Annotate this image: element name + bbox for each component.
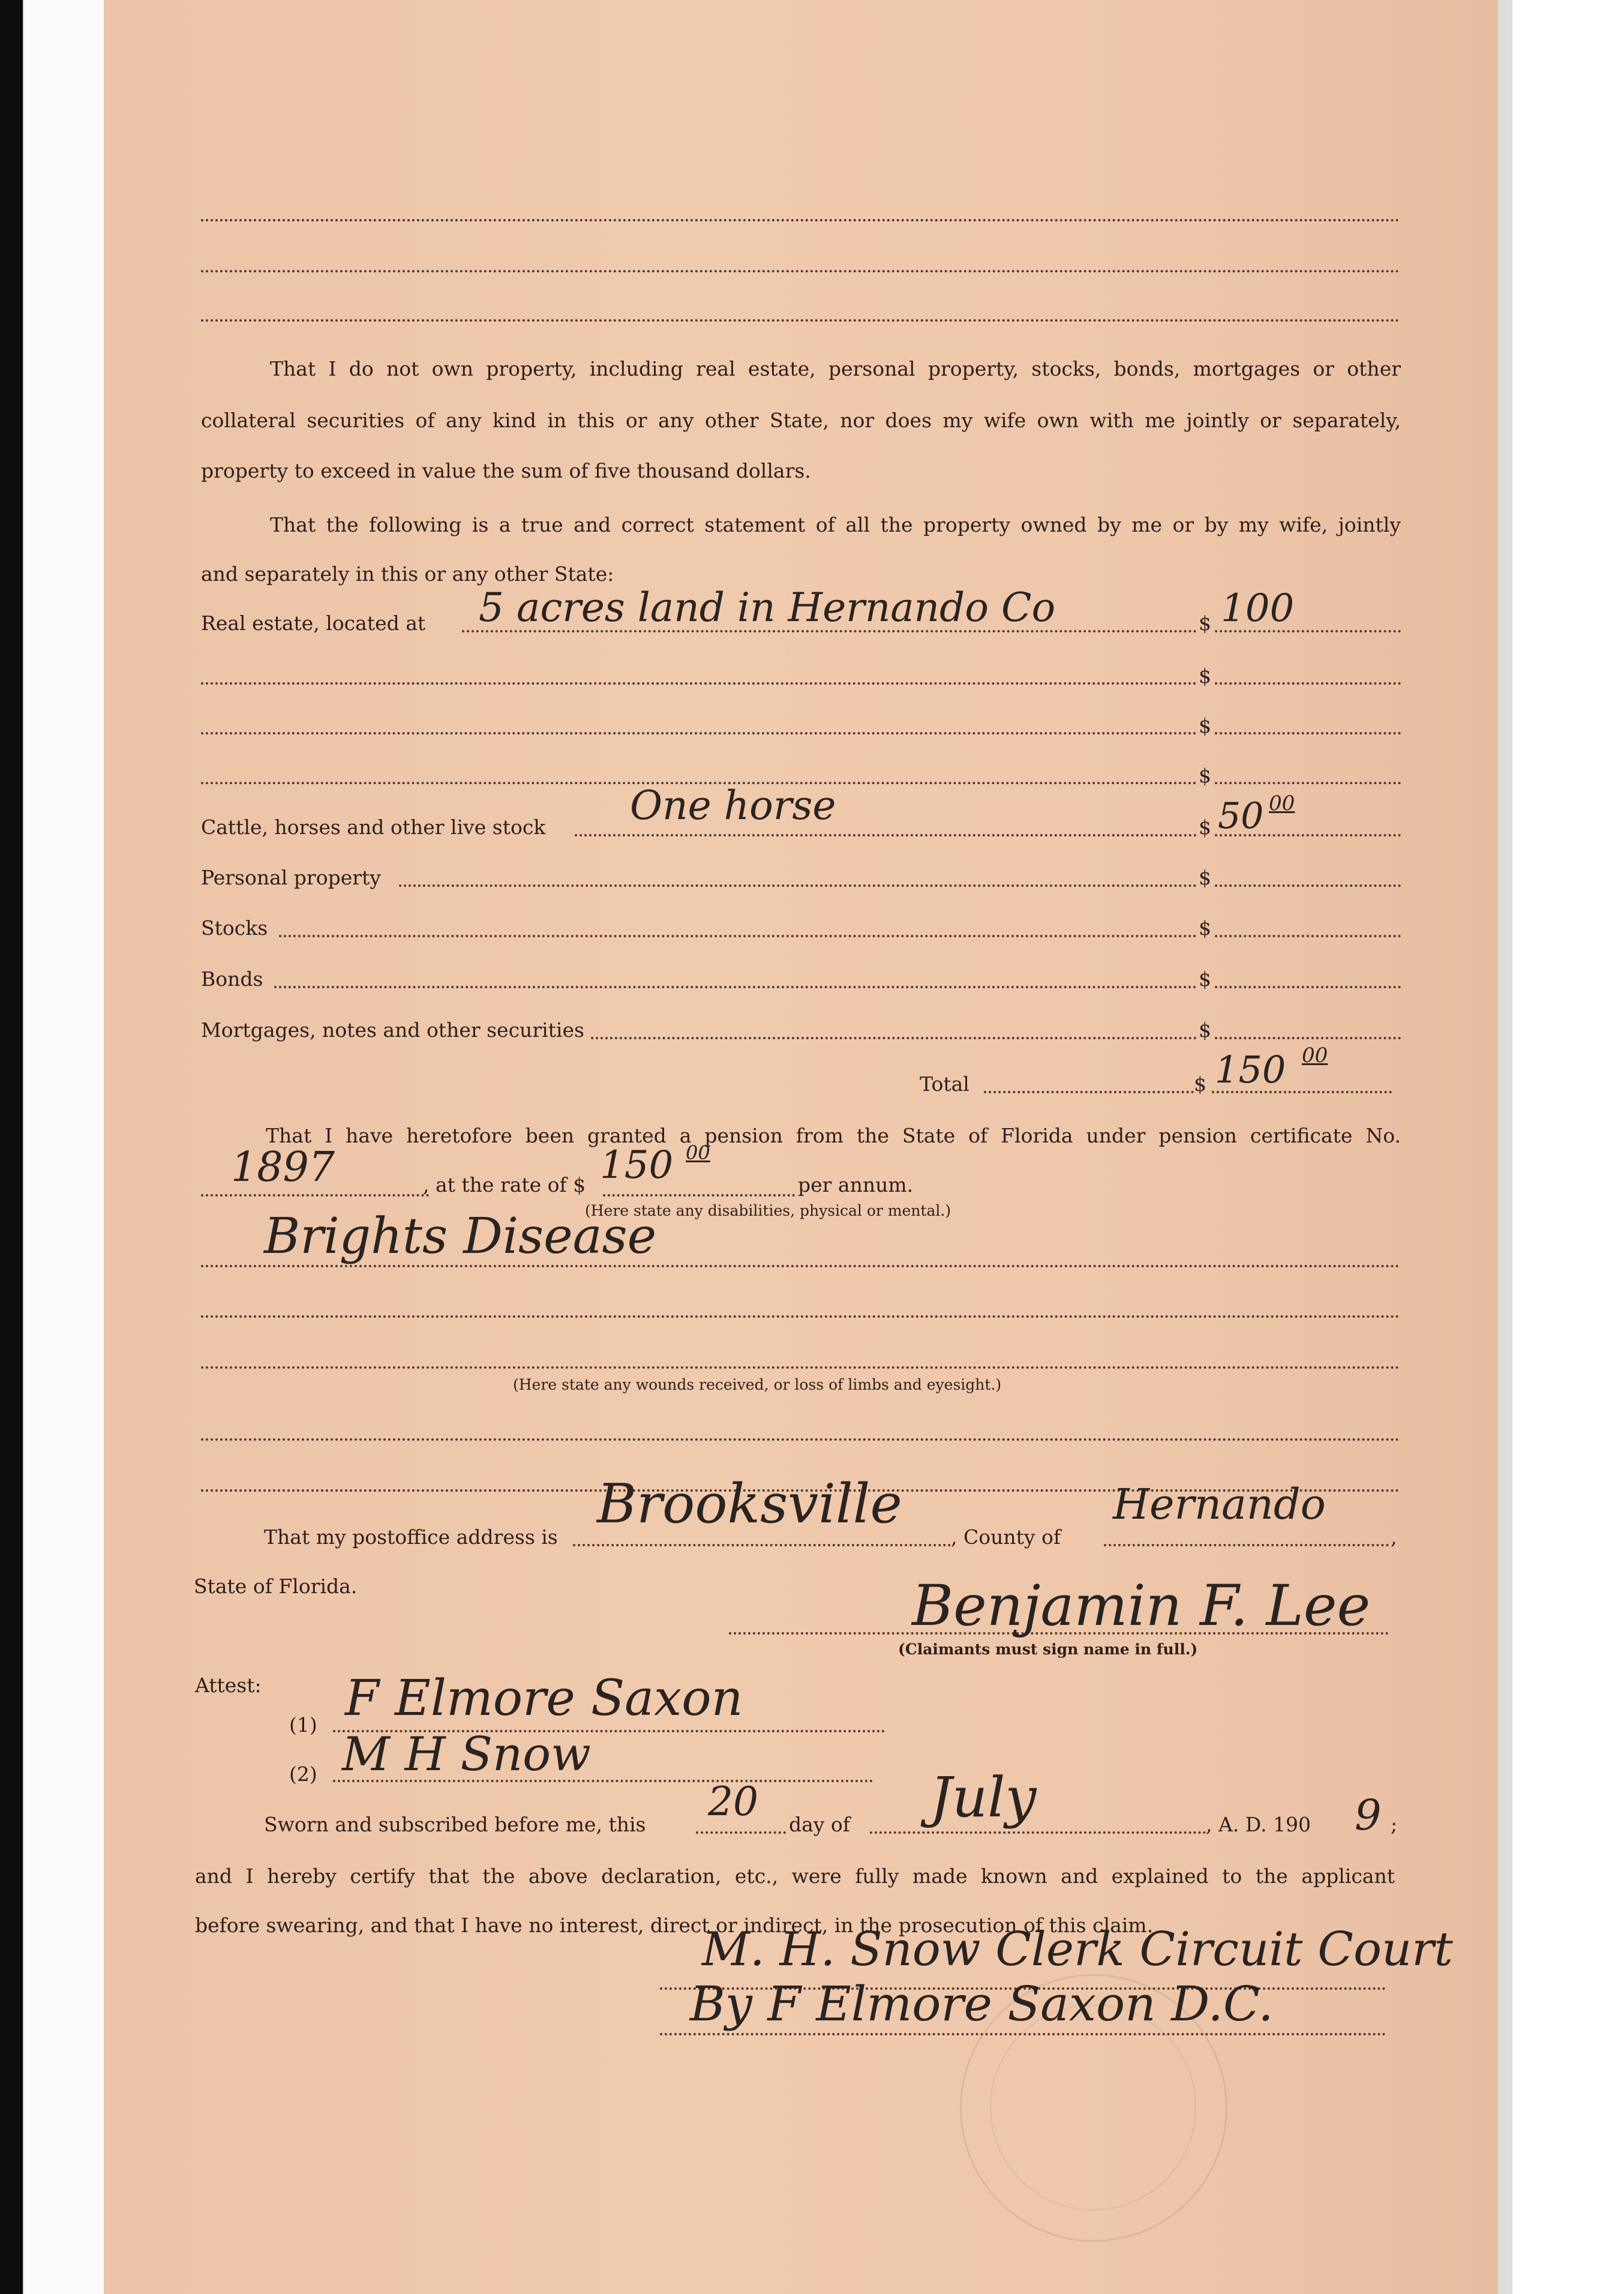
pension-rate: 150 [600,1143,674,1188]
dollar-sign: $ [1199,714,1211,737]
scanner-frame-left [0,0,23,2294]
mortgages-dollar: $ [1199,1018,1211,1042]
blank-property-line [201,732,1197,734]
county-comma: , [1391,1525,1397,1549]
real-estate-label: Real estate, located at [201,611,426,635]
blank-property-line [201,682,1197,685]
blank-line [201,319,1400,322]
sworn-day: 20 [708,1779,758,1825]
stocks-dollar: $ [1199,916,1211,940]
certificate-number: 1897 [231,1144,335,1191]
witness-2-signature: M H Snow [342,1728,591,1782]
pension-line-1: That I have heretofore been granted a pension from the State of Florida under pension certificate No. [266,1124,1401,1147]
attest-label: Attest: [195,1674,262,1697]
personal-property-line [399,884,1197,887]
deputy-signature: By F Elmore Saxon D.C. [690,1976,1274,2032]
livestock-desc: One horse [630,782,836,829]
sworn-semicolon: ; [1391,1813,1398,1836]
scanner-margin-right [1512,0,1624,2294]
livestock-line [575,834,1197,836]
livestock-value: 50 [1218,795,1264,837]
total-value: 150 [1215,1048,1286,1091]
disability-line [201,1315,1400,1318]
property-statement-line-2: and separately in this or any other State: [201,562,614,586]
scanner-margin-left [23,0,105,2294]
rate-label: , at the rate of $ [423,1173,586,1197]
disability-line [201,1366,1400,1369]
mortgages-value-line [1215,1037,1401,1039]
property-limit-line-3: property to exceed in value the sum of five thousand dollars. [201,459,811,482]
per-annum: per annum. [798,1173,914,1197]
county-line [1104,1544,1389,1546]
sworn-ad: , A. D. 190 [1206,1813,1311,1836]
total-cents: 00 [1302,1043,1328,1067]
rate-line [603,1194,795,1197]
attest-number-2: (2) [289,1762,317,1786]
total-label: Total [920,1072,969,1096]
sworn-year-digit: 9 [1355,1791,1382,1840]
total-line [984,1091,1194,1093]
attest-number-1: (1) [289,1713,317,1737]
livestock-label: Cattle, horses and other live stock [201,815,546,839]
dollar-sign: $ [1199,664,1211,688]
personal-dollar: $ [1199,866,1211,889]
sworn-line-3: before swearing, and that I have no interest, direct or indirect, in the prosecution of this claim. [195,1914,1154,1937]
disabilities-note: (Here state any disabilities, physical or mental.) [585,1202,951,1219]
bonds-label: Bonds [201,967,263,991]
sworn-month: July [930,1765,1037,1830]
bonds-dollar: $ [1199,967,1211,991]
total-dollar: $ [1194,1072,1206,1096]
property-statement-line-1: That the following is a true and correct statement of all the property owned by me or by my wife, jointly [270,513,1401,536]
claimant-signature: Benjamin F. Lee [912,1573,1371,1639]
real-estate-desc: 5 acres land in Hernando Co [479,584,1056,631]
county-label: , County of [951,1525,1061,1549]
livestock-cents: 00 [1269,791,1295,815]
certificate-line [201,1194,429,1197]
bonds-value-line [1215,986,1401,988]
mortgages-label: Mortgages, notes and other securities [201,1018,584,1042]
disability-line [201,1265,1400,1267]
sworn-month-line [870,1831,1206,1834]
wounds-note: (Here state any wounds received, or loss of limbs and eyesight.) [513,1376,1002,1393]
real-estate-value: 100 [1221,586,1295,631]
blank-value-line [1215,682,1401,685]
blank-value-line [1215,732,1401,734]
clerk-signature: M. H. Snow Clerk Circuit Court [702,1923,1453,1977]
real-estate-dollar: $ [1199,611,1211,635]
disability-text: Brights Disease [264,1208,657,1265]
personal-property-label: Personal property [201,866,381,889]
claimant-signature-note: (Claimants must sign name in full.) [898,1641,1198,1658]
county-value: Hernando [1113,1480,1326,1529]
postoffice-label: That my postoffice address is [264,1525,558,1549]
mortgages-line [591,1037,1197,1039]
stocks-line [279,935,1197,937]
personal-value-line [1215,884,1401,887]
stocks-value-line [1215,935,1401,937]
property-limit-line-2: collateral securities of any kind in this or any other State, nor does my wife own with me jointly or separately, [201,409,1401,432]
sworn-line-2: and I hereby certify that the above declaration, etc., were fully made known and explained to the applicant [195,1864,1395,1888]
blank-line [201,219,1400,221]
property-limit-line-1: That I do not own property, including real estate, personal property, stocks, bonds, mortgages or other [270,357,1401,380]
sworn-day-line [696,1831,786,1834]
bonds-line [274,986,1197,988]
sworn-day-of: day of [789,1813,851,1836]
blank-line [201,270,1400,272]
pension-rate-cents: 00 [686,1141,710,1164]
postoffice-value: Brooksville [597,1473,902,1536]
sworn-prefix: Sworn and subscribed before me, this [264,1813,646,1836]
deputy-signature-line [660,2033,1386,2035]
blank-value-line [1215,782,1401,784]
livestock-dollar: $ [1199,815,1211,839]
dollar-sign: $ [1199,764,1211,787]
state-label: State of Florida. [194,1575,358,1598]
stocks-label: Stocks [201,916,268,940]
postoffice-line [573,1544,951,1546]
paper-edge [1498,0,1512,2294]
wounds-line [201,1438,1400,1441]
witness-1-signature: F Elmore Saxon [345,1670,743,1727]
